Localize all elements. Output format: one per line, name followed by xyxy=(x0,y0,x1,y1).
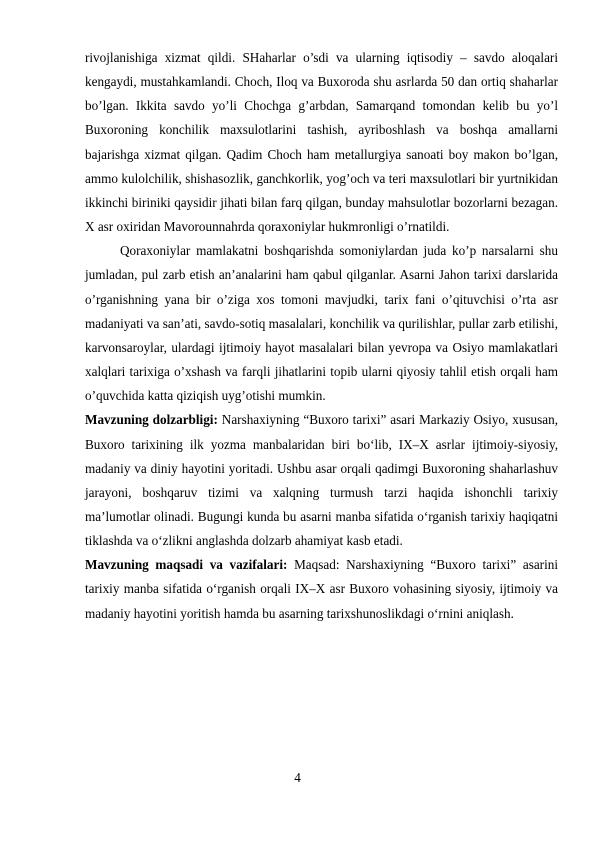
paragraph-economic-development: rivojlanishiga xizmat qildi. SHaharlar o’sdi va ularning iqtisodiy – savdo aloqalari kengaydi, mustahkamlandi. Choch, Iloq va Buxoroda shu asrlarda 50 dan ortiq shaharlar bo’lgan. Ikkita savdo yo’li Chochga g’arbdan, Samarqand tomondan kelib bu yo’l Buxoroning konchilik maxsulotlarini tashish, ayriboshlash va boshqa amallarni bajarishga xizmat qilgan. Qadim Choch ham metallurgiya sanoati boy makon bo’lgan, ammo kulolchilik, shishasozlik, ganchkorlik, yog’och va teri maxsulotlari bir yurtnikidan ikkinchi biriniki qaysidir jihati bilan farq qilgan, bunday mahsulotlar bozorlarni bezagan. X asr oxiridan Mavorounnahrda qoraxoniylar hukmronligi o’rnatildi. xyxy=(85,50,558,235)
document-body xyxy=(85,46,558,626)
paragraph-qarakhanids: Qoraxoniylar mamlakatni boshqarishda somoniylardan juda ko’p narsalarni shu jumladan, pul zarb etish an’analarini ham qabul qilganlar. Asarni Jahon tarixi darslarida o’rganishning yana bir o’ziga xos tomoni mavjudki, tarix fani o’qituvchisi o’rta asr madaniyati va san’ati, savdo-sotiq masalalari, konchilik va qurilishlar, pullar zarb etilishi, karvonsaroylar, ulardagi ijtimoiy hayot masalalari bilan yevropa va Osiyo mamlakatlari xalqlari tarixiga o’xshash va farqli jihatlarini topib ularni qiyosiy tahlil etish orqali ham o’quvchida katta qiziqish uyg’otishi mumkin. xyxy=(85,243,558,404)
paragraph-goals xyxy=(85,553,558,625)
page-number: 4 xyxy=(294,770,301,785)
goals-heading: Mavzuning maqsadi va vazifalari: xyxy=(85,557,288,573)
relevance-text: Narshaxiyning “Buxoro tarixi” asari Markaziy Osiyo, xususan, Buxoro tarixining ilk yozma manbalaridan biri bo‘lib, IX–X asrlar ijtimoiy-siyosiy, madaniy va diniy hayotini yoritadi. Ushbu asar orqali qadimgi Buxoroning shaharlashuv jarayoni, boshqaruv tizimi va xalqning turmush tarzi haqida ishonchli tarixiy ma’lumotlar olinadi. Bugungi kunda bu asarni manba sifatida o‘rganish tarixiy haqiqatni tiklashda va o‘zlikni anglashda dolzarb ahamiyat kasb etadi. xyxy=(85,412,559,549)
goals-text: Maqsad: Narshaxiyning “Buxoro tarixi” asarini tarixiy manba sifatida o‘rganish orqali IX–X asr Buxoro vohasining siyosiy, ijtimoiy va madaniy hayotini yoritish hamda bu asarning tarixshunoslikdagi o‘rnini aniqlash. xyxy=(85,557,558,621)
paragraph-relevance xyxy=(85,408,558,553)
relevance-heading: Mavzuning dolzarbligi: xyxy=(85,412,218,428)
